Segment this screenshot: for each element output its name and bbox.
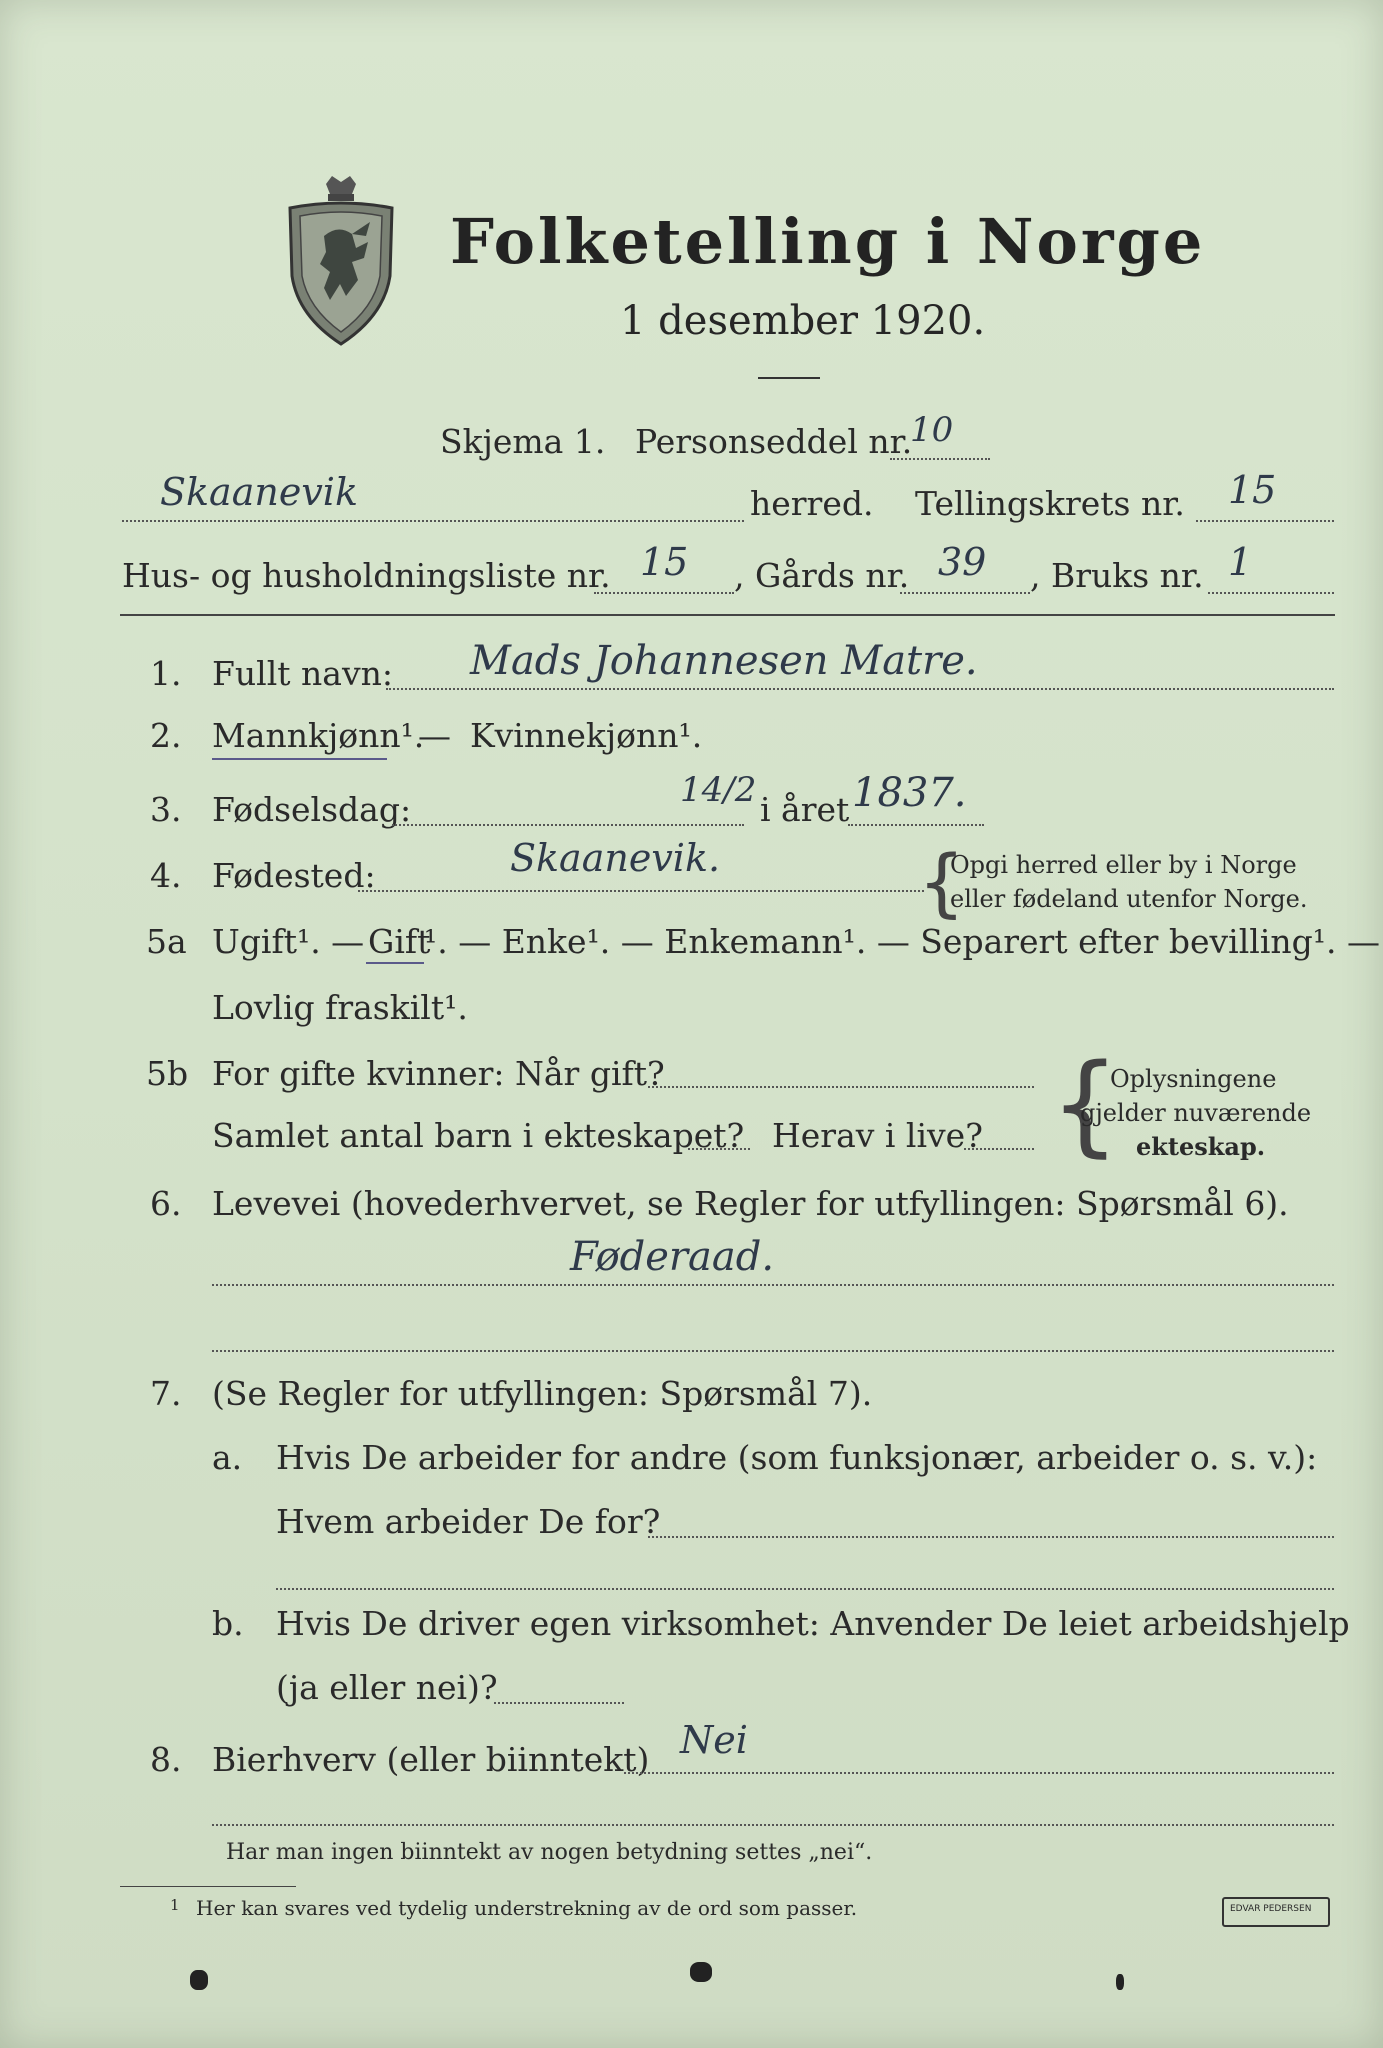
hired-help-field[interactable] xyxy=(494,1702,624,1704)
q8-note: Har man ingen biinntekt av nogen betydning settes „nei“. xyxy=(226,1840,873,1865)
q5b-note-line2: gjelder nuværende xyxy=(1080,1099,1312,1127)
q1-label: Fullt navn: xyxy=(212,654,393,693)
tellingskrets-value: 15 xyxy=(1228,468,1277,512)
q7a-label: Hvis De arbeider for andre (som funksjonær, arbeider o. s. v.): xyxy=(276,1438,1318,1477)
q4-number: 4. xyxy=(150,856,182,895)
occupation-field-1[interactable] xyxy=(212,1284,1334,1286)
q4-label: Fødested: xyxy=(212,856,376,895)
side-income-field-1[interactable] xyxy=(624,1772,1334,1774)
bruks-label: , Bruks nr. xyxy=(1030,556,1204,595)
q5b-alive-label: Herav i live? xyxy=(772,1116,983,1155)
q7a-letter: a. xyxy=(212,1438,243,1477)
birthyear-field[interactable] xyxy=(848,824,984,826)
footnote-divider xyxy=(120,1886,296,1887)
children-alive-field[interactable] xyxy=(964,1148,1034,1150)
birthplace-field[interactable] xyxy=(358,890,924,892)
personseddel-label: Personseddel nr. xyxy=(635,422,913,461)
q5b-note-line3: ekteskap. xyxy=(1136,1132,1266,1161)
q5a-gift-underline xyxy=(366,962,424,964)
q2-number: 2. xyxy=(150,716,182,755)
occupation-field-2[interactable] xyxy=(212,1350,1334,1352)
q4-brace: { xyxy=(918,840,966,926)
q5b-children-label: Samlet antal barn i ekteskapet? xyxy=(212,1116,745,1155)
q7-number: 7. xyxy=(150,1374,182,1413)
bruks-value: 1 xyxy=(1228,540,1253,584)
hus-label: Hus- og husholdningsliste nr. xyxy=(122,556,611,595)
birthdate-value: 14/2 xyxy=(680,770,757,810)
hus-value: 15 xyxy=(640,540,689,584)
q5a-number: 5a xyxy=(146,922,187,961)
married-date-field[interactable] xyxy=(648,1086,1034,1088)
q2-male-option[interactable]: Mannkjønn¹. xyxy=(212,716,425,755)
herred-field[interactable] xyxy=(122,520,744,522)
q3-label: Fødselsdag: xyxy=(212,790,412,829)
occupation-value: Føderaad. xyxy=(570,1234,775,1280)
q5b-number: 5b xyxy=(146,1054,189,1093)
full-name-value: Mads Johannesen Matre. xyxy=(470,638,978,684)
q4-note-line2: eller fødeland utenfor Norge. xyxy=(950,885,1308,913)
birthplace-value: Skaanevik. xyxy=(510,836,721,880)
q5b-brace: { xyxy=(1050,1040,1120,1168)
footnote-text: Her kan svares ved tydelig understrekning av de ord som passer. xyxy=(196,1896,858,1920)
tellingskrets-field[interactable] xyxy=(1196,520,1334,522)
personseddel-value: 10 xyxy=(910,410,954,450)
side-income-value: Nei xyxy=(680,1718,748,1762)
q5a-ugift-option[interactable]: Ugift¹. — xyxy=(212,922,365,961)
q8-number: 8. xyxy=(150,1740,182,1779)
q7a-employer-label: Hvem arbeider De for? xyxy=(276,1502,661,1541)
printer-stamp-text: EDVAR PEDERSEN xyxy=(1230,1904,1312,1914)
q5a-other-options[interactable]: ¹. — Enke¹. — Enkemann¹. — Separert efter bevilling¹. — xyxy=(424,922,1380,961)
employer-field-2[interactable] xyxy=(276,1588,1334,1590)
herred-label: herred. xyxy=(750,484,874,523)
q5a-fraskilt-option[interactable]: Lovlig fraskilt¹. xyxy=(212,988,468,1027)
title-divider xyxy=(758,377,820,379)
ink-blot-2 xyxy=(690,1962,712,1982)
q7b-label: Hvis De driver egen virksomhet: Anvender De leiet arbeidshjelp xyxy=(276,1604,1350,1643)
page-title: Folketelling i Norge xyxy=(450,205,1206,278)
full-name-field[interactable] xyxy=(386,688,1334,690)
q2-separator: — xyxy=(418,716,451,755)
ink-blot-1 xyxy=(190,1970,208,1990)
q5b-label: For gifte kvinner: Når gift? xyxy=(212,1054,665,1093)
employer-field-1[interactable] xyxy=(648,1536,1334,1538)
q6-label: Levevei (hovederhvervet, se Regler for utfyllingen: Spørsmål 6). xyxy=(212,1184,1289,1223)
q2-male-underline xyxy=(212,758,387,760)
q4-note-line1: Opgi herred eller by i Norge xyxy=(950,851,1297,879)
gards-value: 39 xyxy=(938,540,987,584)
q1-number: 1. xyxy=(150,654,182,693)
birthdate-field[interactable] xyxy=(392,824,744,826)
bruks-field[interactable] xyxy=(1208,592,1334,594)
gards-label: , Gårds nr. xyxy=(734,556,910,595)
hus-field[interactable] xyxy=(594,592,734,594)
children-count-field[interactable] xyxy=(688,1148,750,1150)
header-divider xyxy=(120,614,1335,616)
side-income-field-2[interactable] xyxy=(212,1824,1334,1826)
q7b-letter: b. xyxy=(212,1604,244,1643)
birthyear-value: 1837. xyxy=(852,770,967,816)
q2-female-option[interactable]: Kvinnekjønn¹. xyxy=(470,716,703,755)
gards-field[interactable] xyxy=(900,592,1030,594)
page-subtitle: 1 desember 1920. xyxy=(620,298,986,344)
norwegian-coat-of-arms-icon xyxy=(282,176,400,346)
q3-year-label: i året xyxy=(760,790,850,829)
personseddel-field[interactable] xyxy=(890,458,990,460)
herred-value: Skaanevik xyxy=(160,470,358,514)
printer-stamp xyxy=(1222,1897,1330,1927)
ink-blot-3 xyxy=(1116,1974,1124,1990)
q7-label: (Se Regler for utfyllingen: Spørsmål 7). xyxy=(212,1374,873,1413)
q5a-gift-option[interactable]: Gift xyxy=(368,922,431,961)
skjema-label: Skjema 1. xyxy=(440,422,606,461)
q8-label: Bierhverv (eller biinntekt) xyxy=(212,1740,650,1779)
q6-number: 6. xyxy=(150,1184,182,1223)
footnote-mark: 1 xyxy=(170,1896,180,1914)
q3-number: 3. xyxy=(150,790,182,829)
q5b-note-line1: Oplysningene xyxy=(1110,1065,1277,1093)
tellingskrets-label: Tellingskrets nr. xyxy=(915,484,1185,523)
q7b-yesno-label: (ja eller nei)? xyxy=(276,1668,498,1707)
